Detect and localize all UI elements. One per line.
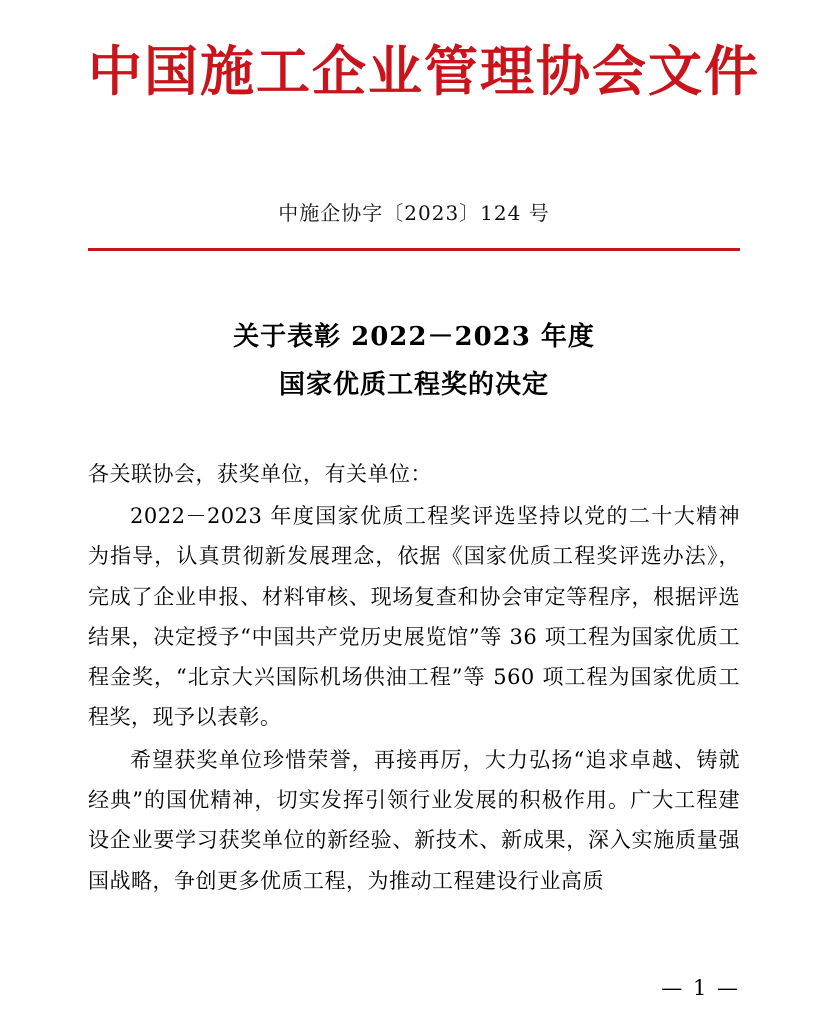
document-title-line-2: 国家优质工程奖的决定 <box>278 370 549 401</box>
salutation-line: 各关联协会，获奖单位，有关单位： <box>88 461 432 486</box>
page-number: — 1 — <box>661 976 740 1000</box>
red-divider-rule <box>88 248 740 251</box>
document-header-title: 中国施工企业管理协会文件 <box>88 39 760 103</box>
document-title <box>88 313 740 409</box>
document-body <box>88 454 740 901</box>
document-title-line-1: 关于表彰 2022－2023 年度 <box>233 322 595 353</box>
body-paragraph-1: 2022－2023 年度国家优质工程奖评选坚持以党的二十大精神为指导，认真贯彻新发展理念，依据《国家优质工程奖评选办法》，完成了企业申报、材料审核、现场复查和协会审定等程序，根据评选结果，决定授予“中国共产党历史展览馆”等 36 项工程为国家优质工程金奖，“北京大兴国际机场供油工程”等 560 项工程为国家优质工程奖，现予以表彰。 <box>88 503 740 730</box>
body-paragraph-2: 希望获奖单位珍惜荣誉，再接再厉，大力弘扬“追求卓越、铸就经典”的国优精神，切实发挥引领行业发展的积极作用。广大工程建设企业要学习获奖单位的新经验、新技术、新成果，深入实施质量强国战略，争创更多优质工程，为推动工程建设行业高质 <box>88 747 740 893</box>
document-number: 中施企协字〔2023〕124 号 <box>278 201 550 226</box>
